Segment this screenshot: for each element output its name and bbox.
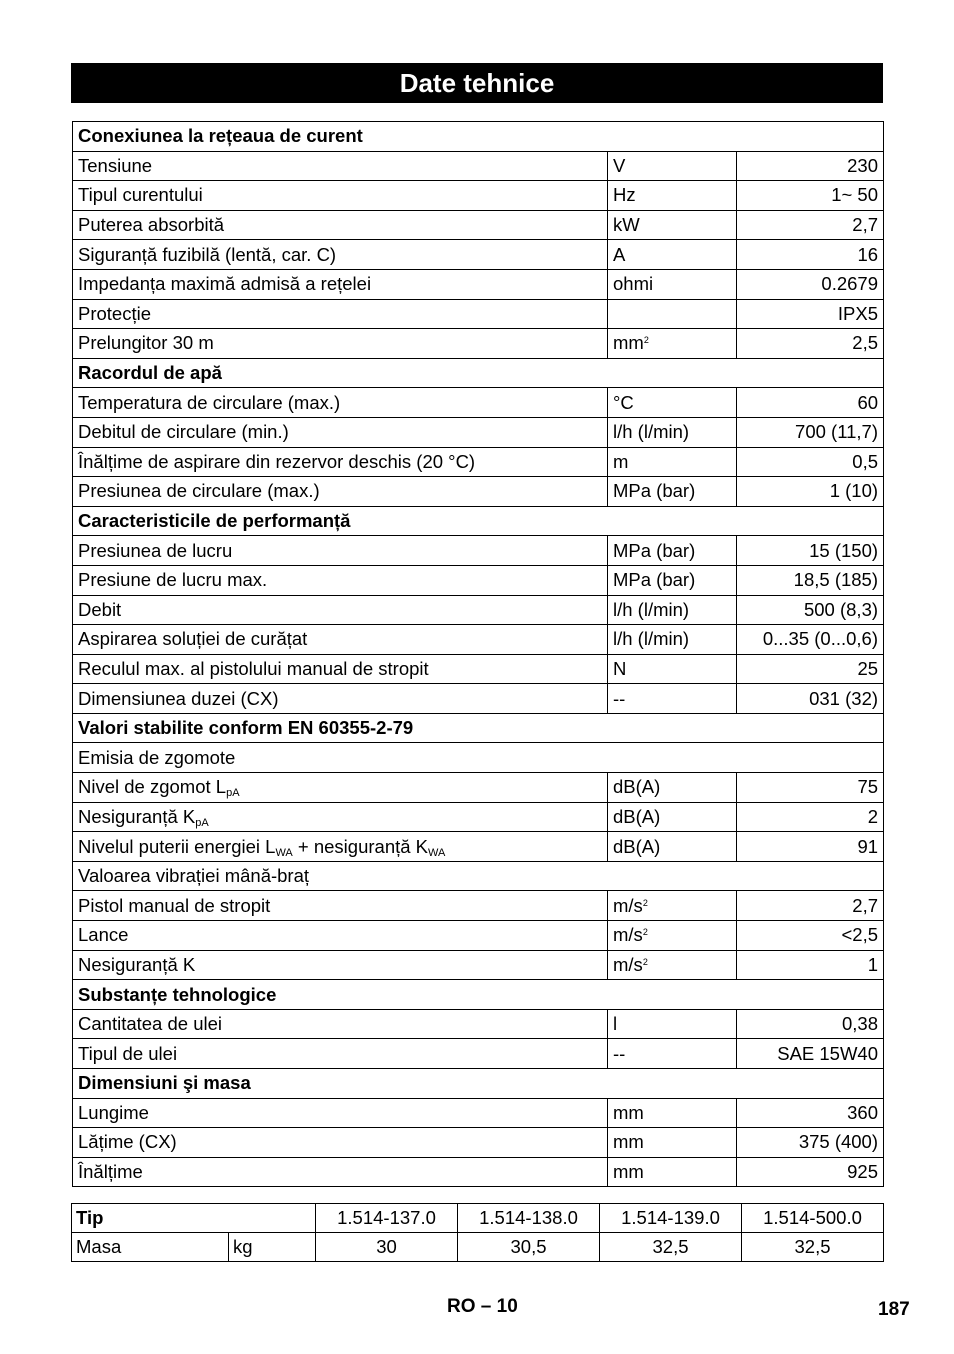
spec-label-text: Aspirarea soluției de curățat	[78, 628, 308, 650]
spec-value: 91	[737, 832, 884, 862]
spec-label	[73, 151, 608, 181]
spec-value: 2,7	[737, 891, 884, 921]
spec-value: <2,5	[737, 921, 884, 951]
spec-unit	[608, 477, 737, 507]
spec-unit	[608, 625, 737, 655]
footer-language-page: RO – 10	[447, 1296, 518, 1317]
spec-unit	[608, 240, 737, 270]
spec-unit-text: --	[613, 1042, 626, 1064]
spec-unit-text: kW	[613, 214, 640, 236]
spec-unit-text: V	[613, 154, 626, 176]
spec-value: 60	[737, 388, 884, 418]
spec-label	[73, 921, 608, 951]
spec-label-text: Lungime	[78, 1101, 149, 1123]
spec-row	[73, 891, 884, 921]
spec-label-subscript: WA	[428, 846, 446, 859]
spec-label-text: Nivelul puterii energiei L	[78, 835, 276, 857]
spec-label-text: Tipul curentului	[78, 184, 203, 206]
spec-label	[73, 329, 608, 359]
spec-label	[73, 891, 608, 921]
spec-unit-superscript: 2	[642, 897, 648, 908]
spec-label-subscript: WA	[275, 846, 293, 859]
section-header-row	[73, 506, 884, 536]
spec-row	[73, 684, 884, 714]
spec-label-text: Dimensiunea duzei (CX)	[78, 687, 279, 709]
spec-value: 700 (11,7)	[737, 417, 884, 447]
spec-label-text: Tensiune	[78, 154, 153, 176]
spec-row	[73, 565, 884, 595]
spec-row	[73, 240, 884, 270]
spec-row	[73, 299, 884, 329]
spec-label-text: Puterea absorbită	[78, 214, 225, 236]
spec-unit-text: l/h (l/min)	[613, 421, 690, 443]
spec-row	[73, 447, 884, 477]
spec-unit	[608, 417, 737, 447]
model-number: 1.514-139.0	[600, 1204, 742, 1233]
spec-unit	[608, 210, 737, 240]
spec-value: 75	[737, 773, 884, 803]
spec-unit	[608, 1039, 737, 1069]
spec-unit-text: dB(A)	[613, 835, 661, 857]
spec-label-text: Prelungitor 30 m	[78, 332, 214, 354]
spec-unit	[608, 388, 737, 418]
technical-data-table	[72, 121, 884, 1187]
spec-label-text: Siguranță fuzibilă (lentă, car. C)	[78, 243, 337, 265]
spec-row	[73, 388, 884, 418]
spec-label	[73, 181, 608, 211]
spec-unit-text: ohmi	[613, 273, 654, 295]
spec-row	[73, 329, 884, 359]
spec-row	[73, 595, 884, 625]
spec-value: 2,7	[737, 210, 884, 240]
spec-row	[73, 1157, 884, 1187]
spec-value: 0,5	[737, 447, 884, 477]
model-number: 1.514-500.0	[742, 1204, 884, 1233]
spec-label-text: Temperatura de circulare (max.)	[78, 391, 341, 413]
spec-label-text: Tipul de ulei	[78, 1042, 178, 1064]
section-title: Racordul de apă	[73, 358, 884, 388]
spec-unit-text: MPa (bar)	[613, 539, 696, 561]
subheader-title: Emisia de zgomote	[73, 743, 884, 773]
spec-label	[73, 269, 608, 299]
spec-unit-superscript: 2	[642, 956, 648, 967]
mass-label: Masa	[72, 1233, 229, 1262]
spec-value: 0...35 (0...0,6)	[737, 625, 884, 655]
spec-unit-text: mm	[613, 1101, 644, 1123]
spec-label	[73, 832, 608, 862]
spec-unit-superscript: 2	[642, 927, 648, 938]
spec-label-subscript: pA	[226, 787, 240, 800]
spec-label	[73, 210, 608, 240]
spec-label-text: Lățime (CX)	[78, 1131, 177, 1153]
spec-row	[73, 654, 884, 684]
spec-label	[73, 684, 608, 714]
spec-label	[73, 625, 608, 655]
spec-row	[73, 625, 884, 655]
spec-label-text: Presiunea de circulare (max.)	[78, 480, 320, 502]
subheader-row	[73, 861, 884, 891]
type-label: Tip	[72, 1204, 316, 1233]
spec-row	[73, 536, 884, 566]
spec-row	[73, 151, 884, 181]
spec-unit-text: MPa (bar)	[613, 480, 696, 502]
spec-row	[73, 1128, 884, 1158]
spec-row	[73, 210, 884, 240]
section-header-row	[73, 358, 884, 388]
spec-label-text: Debit	[78, 598, 122, 620]
model-mass-table	[71, 1203, 884, 1262]
mass-value: 30	[316, 1233, 458, 1262]
spec-value: 16	[737, 240, 884, 270]
spec-label	[73, 447, 608, 477]
spec-unit-text: mm	[613, 332, 644, 354]
spec-label-text: Pistol manual de stropit	[78, 894, 271, 916]
spec-unit	[608, 269, 737, 299]
spec-label	[73, 536, 608, 566]
spec-unit	[608, 151, 737, 181]
spec-label-text: Impedanța maximă admisă a rețelei	[78, 273, 372, 295]
model-number: 1.514-138.0	[458, 1204, 600, 1233]
spec-unit-text: MPa (bar)	[613, 569, 696, 591]
spec-unit-text: N	[613, 657, 627, 679]
spec-label-subscript: pA	[195, 816, 209, 829]
spec-label	[73, 802, 608, 832]
spec-unit-text: °C	[613, 391, 634, 413]
spec-row	[73, 1039, 884, 1069]
spec-row	[73, 477, 884, 507]
section-title: Dimensiuni şi masa	[73, 1069, 884, 1099]
spec-label	[73, 1039, 608, 1069]
section-header-row	[73, 1069, 884, 1099]
section-title: Substanțe tehnologice	[73, 980, 884, 1010]
spec-label-text: Presiune de lucru max.	[78, 569, 268, 591]
spec-unit-text: l/h (l/min)	[613, 628, 690, 650]
mass-row	[72, 1233, 884, 1262]
spec-value: 375 (400)	[737, 1128, 884, 1158]
spec-row	[73, 950, 884, 980]
spec-unit-text: A	[613, 243, 626, 265]
spec-label	[73, 654, 608, 684]
section-header-row	[73, 980, 884, 1010]
spec-value: 360	[737, 1098, 884, 1128]
spec-unit	[608, 950, 737, 980]
spec-unit	[608, 654, 737, 684]
spec-row	[73, 1098, 884, 1128]
spec-label-text: Înălțime	[78, 1161, 143, 1183]
mass-value: 32,5	[742, 1233, 884, 1262]
spec-value: 2,5	[737, 329, 884, 359]
spec-label-text: Cantitatea de ulei	[78, 1013, 222, 1035]
spec-unit	[608, 299, 737, 329]
spec-unit	[608, 595, 737, 625]
spec-unit-text: mm	[613, 1131, 644, 1153]
spec-unit	[608, 1128, 737, 1158]
spec-unit	[608, 536, 737, 566]
spec-unit-text: l/h (l/min)	[613, 598, 690, 620]
spec-row	[73, 269, 884, 299]
spec-value: SAE 15W40	[737, 1039, 884, 1069]
spec-value: 925	[737, 1157, 884, 1187]
spec-label-text: Presiunea de lucru	[78, 539, 233, 561]
spec-unit	[608, 1157, 737, 1187]
spec-unit-text: --	[613, 687, 626, 709]
page-title: Date tehnice	[71, 63, 883, 103]
spec-unit	[608, 802, 737, 832]
spec-value: 0.2679	[737, 269, 884, 299]
spec-unit	[608, 1098, 737, 1128]
spec-label-text: Nesiguranță K	[78, 953, 196, 975]
spec-value: 1~ 50	[737, 181, 884, 211]
spec-unit	[608, 684, 737, 714]
section-header-row	[73, 122, 884, 152]
spec-label	[73, 1128, 608, 1158]
section-title: Caracteristicile de performanță	[73, 506, 884, 536]
spec-unit-text: m/s	[613, 953, 643, 975]
spec-value: 230	[737, 151, 884, 181]
spec-unit-text: m/s	[613, 924, 643, 946]
spec-label	[73, 950, 608, 980]
spec-value: 1 (10)	[737, 477, 884, 507]
spec-unit-text: dB(A)	[613, 805, 661, 827]
spec-unit	[608, 181, 737, 211]
spec-value: 15 (150)	[737, 536, 884, 566]
mass-value: 32,5	[600, 1233, 742, 1262]
spec-label	[73, 565, 608, 595]
spec-row	[73, 181, 884, 211]
spec-unit	[608, 773, 737, 803]
spec-label	[73, 477, 608, 507]
spec-label	[73, 1009, 608, 1039]
spec-label-text: Lance	[78, 924, 129, 946]
spec-label	[73, 388, 608, 418]
spec-label	[73, 1098, 608, 1128]
spec-value: 500 (8,3)	[737, 595, 884, 625]
spec-value: 1	[737, 950, 884, 980]
spec-label-text: Protecție	[78, 302, 152, 324]
spec-value: 0,38	[737, 1009, 884, 1039]
spec-label-text-cont: + nesiguranță K	[292, 835, 429, 857]
spec-label-text: Debitul de circulare (min.)	[78, 421, 289, 443]
mass-unit: kg	[229, 1233, 316, 1262]
spec-unit	[608, 891, 737, 921]
spec-label	[73, 299, 608, 329]
spec-unit	[608, 447, 737, 477]
spec-unit-text: dB(A)	[613, 776, 661, 798]
section-title: Valori stabilite conform EN 60355-2-79	[73, 713, 884, 743]
spec-row	[73, 921, 884, 951]
spec-row	[73, 802, 884, 832]
spec-label	[73, 773, 608, 803]
spec-unit-superscript: 2	[643, 335, 649, 346]
spec-unit	[608, 329, 737, 359]
spec-label-text: Nivel de zgomot L	[78, 776, 227, 798]
spec-label	[73, 1157, 608, 1187]
spec-value: 031 (32)	[737, 684, 884, 714]
spec-row	[73, 417, 884, 447]
section-header-row	[73, 713, 884, 743]
footer-page-number: 187	[878, 1299, 910, 1320]
model-number: 1.514-137.0	[316, 1204, 458, 1233]
spec-label	[73, 240, 608, 270]
spec-row	[73, 1009, 884, 1039]
spec-value: 18,5 (185)	[737, 565, 884, 595]
subheader-row	[73, 743, 884, 773]
model-header-row	[72, 1204, 884, 1233]
spec-label	[73, 595, 608, 625]
spec-label	[73, 417, 608, 447]
spec-value: IPX5	[737, 299, 884, 329]
spec-unit	[608, 1009, 737, 1039]
spec-unit-text: mm	[613, 1161, 644, 1183]
spec-unit	[608, 832, 737, 862]
spec-row	[73, 773, 884, 803]
spec-label-text: Reculul max. al pistolului manual de stropit	[78, 657, 429, 679]
spec-value: 25	[737, 654, 884, 684]
subheader-title: Valoarea vibrației mână-braț	[73, 861, 884, 891]
spec-unit-text: m	[613, 450, 629, 472]
spec-unit	[608, 565, 737, 595]
spec-unit-text: Hz	[613, 184, 636, 206]
spec-unit-text: l	[613, 1013, 618, 1035]
spec-unit	[608, 921, 737, 951]
spec-row	[73, 832, 884, 862]
spec-label-text: Nesiguranță K	[78, 805, 196, 827]
spec-label-text: Înălțime de aspirare din rezervor deschis (20 °C)	[78, 450, 476, 472]
section-title: Conexiunea la rețeaua de curent	[73, 122, 884, 152]
mass-value: 30,5	[458, 1233, 600, 1262]
spec-unit-text: m/s	[613, 894, 643, 916]
spec-value: 2	[737, 802, 884, 832]
